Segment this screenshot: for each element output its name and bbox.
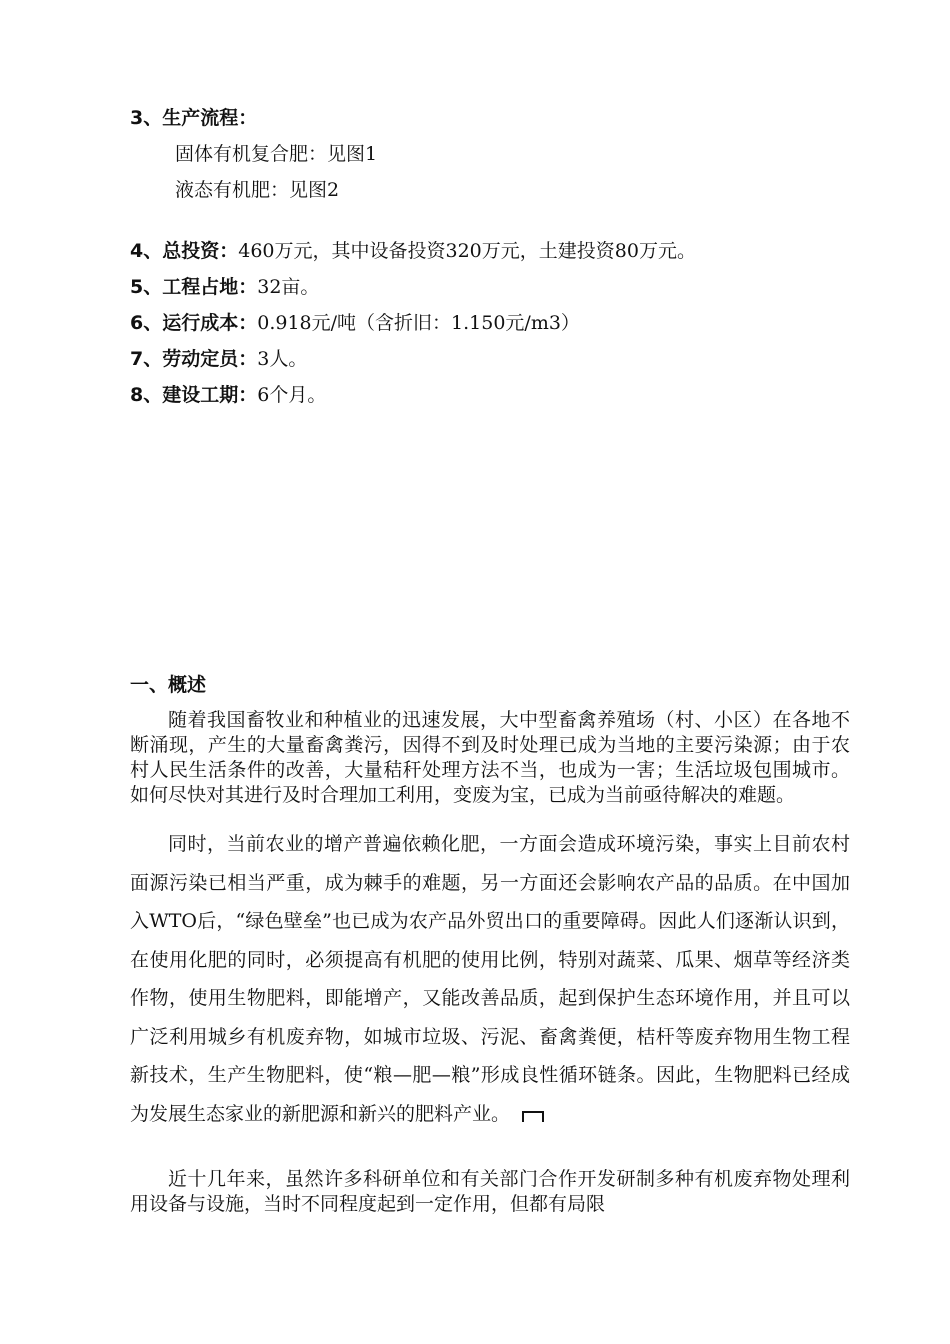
- fact-staffing: [130, 347, 307, 371]
- fact-value: 3人。: [257, 348, 308, 370]
- fact-value: 32亩。: [257, 276, 320, 298]
- fact-value: 0.918元/吨（含折旧：1.150元/m3）: [257, 312, 580, 334]
- fact-label: 4、总投资：: [130, 240, 239, 262]
- overview-heading: 一、概述: [130, 674, 207, 696]
- fact-label: 5、工程占地：: [130, 276, 258, 298]
- fact-value: 460万元，其中设备投资320万元，土建投资80万元。: [238, 240, 696, 262]
- overview-paragraph-2: [130, 825, 850, 1133]
- production-flow-heading: 3、生产流程：: [130, 107, 258, 129]
- overview-paragraph-1: 随着我国畜牧业和种植业的迅速发展，大中型畜禽养殖场（村、小区）在各地不断涌现，产生的大量畜禽粪污，因得不到及时处理已成为当地的主要污染源；由于农村人民生活条件的改善，大量秸秆处理方法不当，也成为一害；生活垃圾包围城市。如何尽快对其进行及时合理加工利用，变废为宝，已成为当前亟待解决的难题。: [130, 709, 850, 806]
- fact-construction-period: [130, 383, 326, 407]
- fact-total-investment: [130, 239, 696, 263]
- fact-land-area: [130, 275, 319, 299]
- fact-operating-cost: [130, 311, 580, 335]
- flow-item-liquid: 液态有机肥：见图2: [175, 179, 340, 201]
- bracket-mark-icon: [522, 1111, 544, 1122]
- fact-value: 6个月。: [257, 384, 327, 406]
- fact-label: 6、运行成本：: [130, 312, 258, 334]
- flow-item-solid: 固体有机复合肥：见图1: [175, 143, 378, 165]
- fact-label: 7、劳动定员：: [130, 348, 258, 370]
- fact-label: 8、建设工期：: [130, 384, 258, 406]
- overview-paragraph-3: 近十几年来，虽然许多科研单位和有关部门合作开发研制多种有机废弃物处理利用设备与设施，当时不同程度起到一定作用，但都有局限: [130, 1168, 850, 1215]
- overview-paragraph-2-text: 同时，当前农业的增产普遍依赖化肥，一方面会造成环境污染，事实上目前农村面源污染已相当严重，成为棘手的难题，另一方面还会影响农产品的品质。在中国加入WTO后，“绿色壁垒”也已成为农产品外贸出口的重要障碍。因此人们逐渐认识到，在使用化肥的同时，必须提高有机肥的使用比例，特别对蔬菜、瓜果、烟草等经济类作物，使用生物肥料，即能增产，又能改善品质，起到保护生态环境作用，并且可以广泛利用城乡有机废弃物，如城市垃圾、污泥、畜禽粪便，桔杆等废弃物用生物工程新技术，生产生物肥料，使“粮—肥—粮”形成良性循环链条。因此，生物肥料已经成为发展生态家业的新肥源和新兴的肥料产业。: [130, 833, 850, 1125]
